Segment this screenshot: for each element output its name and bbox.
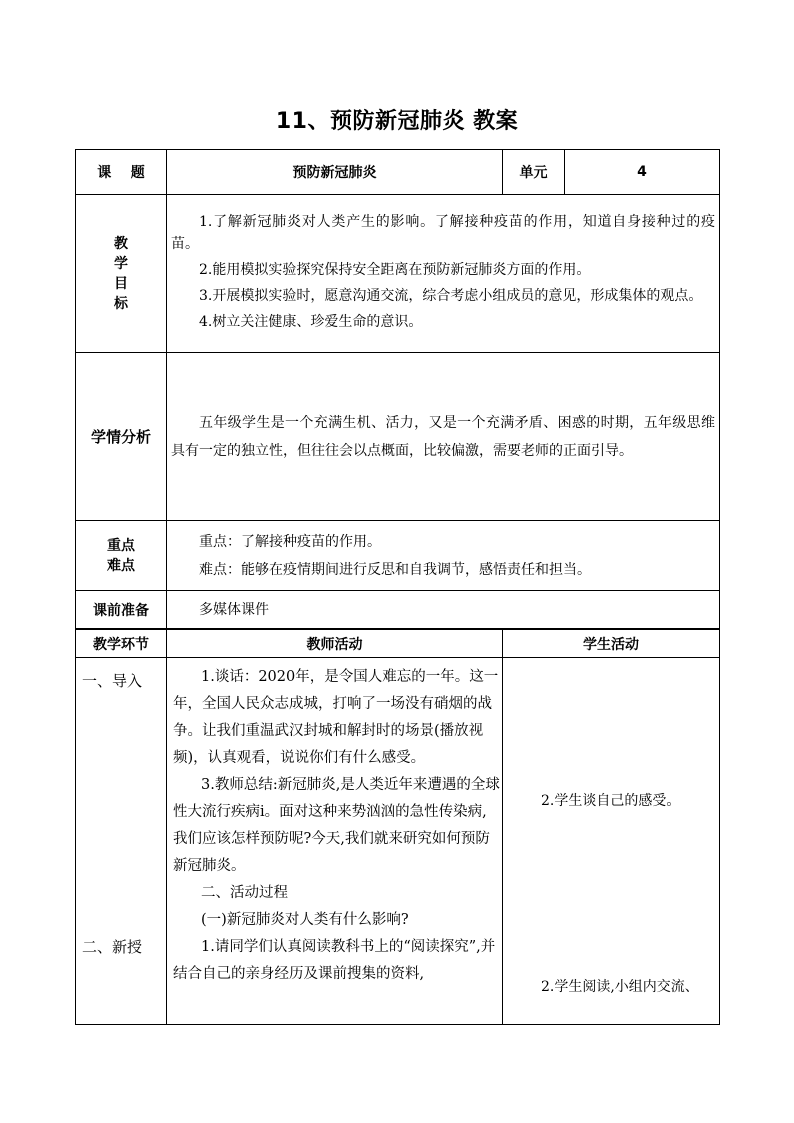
keypoints-label: 重点 难点 — [76, 521, 167, 591]
prep-row — [76, 591, 720, 629]
topic-label: 课 题 — [76, 150, 167, 195]
teacher-paragraph: 二、活动过程 — [201, 885, 288, 901]
goal-item: 1.了解新冠肺炎对人类产生的影响。了解接种疫苗的作用，知道自身接种过的疫苗。 — [171, 213, 715, 252]
stage-intro: 一、导入 — [82, 672, 143, 690]
difficulty-point: 难点：能够在疫情期间进行反思和自我调节，感悟责任和担当。 — [199, 561, 591, 578]
teacher-activity-cell — [167, 658, 503, 1025]
prep-value: 多媒体课件 — [199, 601, 269, 618]
student-header: 学生活动 — [503, 630, 720, 658]
teacher-paragraph: 1.谈话：2020年，是令国人难忘的一年。这一年，全国人民众志成城，打响了一场没有硝烟的战争。让我们重温武汉封城和解封时的场景(播放视频)，认真观看，说说你们有什么感受。 — [173, 669, 499, 766]
analysis-text: 五年级学生是一个充满生机、活力，又是一个充满矛盾、困惑的时期，五年级思维具有一定的独立性，但往往会以点概面，比较偏激，需要老师的正面引导。 — [171, 414, 715, 459]
analysis-content — [167, 353, 720, 521]
goals-content — [167, 195, 720, 353]
activity-table — [75, 629, 720, 1025]
prep-content — [167, 591, 720, 629]
goal-item: 3.开展模拟实验时，愿意沟通交流，综合考虑小组成员的意见，形成集体的观点。 — [199, 287, 703, 304]
unit-value: 4 — [565, 150, 720, 195]
analysis-label: 学情分析 — [76, 353, 167, 521]
teacher-header: 教师活动 — [167, 630, 503, 658]
goal-item: 4.树立关注健康、珍爱生命的意识。 — [199, 313, 423, 330]
goals-row — [76, 195, 720, 353]
key-point: 重点：了解接种疫苗的作用。 — [199, 533, 381, 550]
stage-new: 二、新授 — [82, 938, 143, 956]
document-title: 11、预防新冠肺炎 教案 — [275, 109, 519, 134]
student-activity-item: 2.学生谈自己的感受。 — [541, 793, 681, 809]
keypoints-row — [76, 521, 720, 591]
topic-value: 预防新冠肺炎 — [167, 150, 503, 195]
unit-label: 单元 — [503, 150, 565, 195]
goals-label: 教 学 目 标 — [76, 195, 167, 353]
prep-label: 课前准备 — [76, 591, 167, 629]
stage-header: 教学环节 — [76, 630, 167, 658]
activity-row — [76, 658, 720, 1025]
teacher-paragraph: 1.请同学们认真阅读教科书上的“阅读探究”,并结合自己的亲身经历及课前搜集的资料, — [173, 939, 496, 982]
analysis-row — [76, 353, 720, 521]
student-activity-item: 2.学生阅读,小组内交流、 — [541, 979, 699, 995]
stage-cell — [76, 658, 167, 1025]
teacher-paragraph: 3.教师总结:新冠肺炎,是人类近年来遭遇的全球性大流行疾病ⅰ。面对这种来势汹汹的急性传染病,我们应该怎样预防呢?今天,我们就来研究如何预防新冠肺炎。 — [173, 777, 500, 874]
lesson-plan-table — [75, 149, 720, 629]
topic-row — [76, 150, 720, 195]
student-activity-cell — [503, 658, 720, 1025]
keypoints-content — [167, 521, 720, 591]
teacher-paragraph: (一)新冠肺炎对人类有什么影响? — [201, 912, 409, 928]
goal-item: 2.能用模拟实验探究保持安全距离在预防新冠肺炎方面的作用。 — [199, 261, 591, 278]
activity-header-row — [76, 630, 720, 658]
